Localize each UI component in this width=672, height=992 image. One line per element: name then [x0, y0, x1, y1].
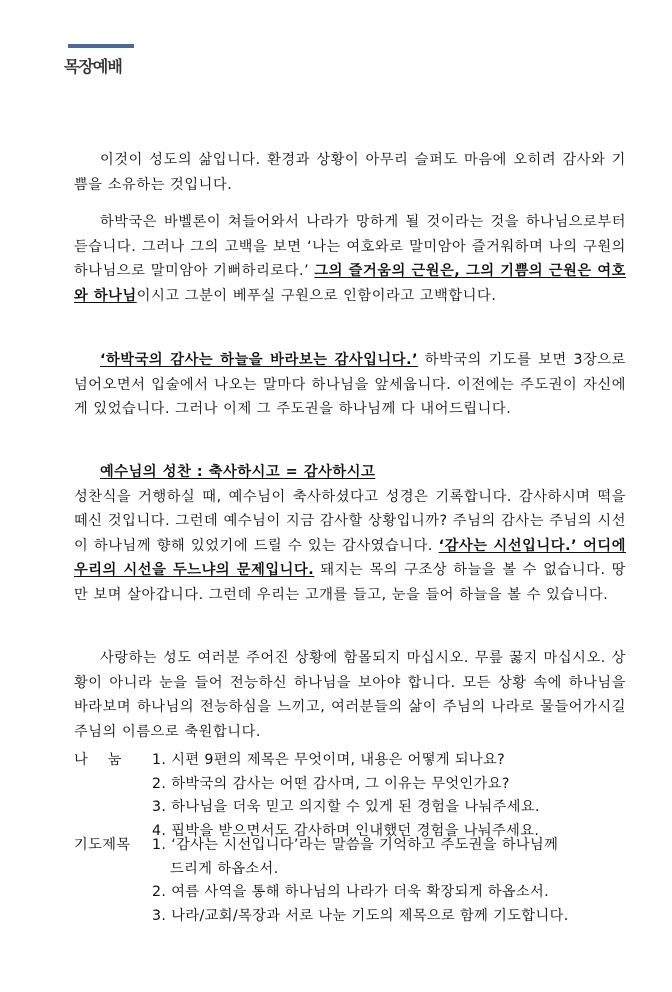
prayer-item: 1. ‘감사는 시선입니다’라는 말씀을 기억하고 주도권을 하나님께	[152, 837, 559, 853]
prayer-item: 2. 여름 사역을 통해 하나님의 나라가 더욱 확장되게 하옵소서.	[152, 884, 550, 900]
text-run: 이시고 그분이 베푸실 구원으로 인함이라고 고백합니다.	[136, 287, 497, 304]
prayer-item: 3. 나라/교회/목장과 서로 나눈 기도의 제목으로 함께 기도합니다.	[152, 907, 569, 924]
paragraph-communion	[74, 460, 626, 607]
paragraph-life-of-saints: 이것이 성도의 삶입니다. 환경과 상황이 아무리 슬퍼도 마음에 오히려 감사와 기쁨을 소유하는 것입니다.	[74, 152, 626, 193]
text-run: 하박국의 기도를 보면 3장으로 넘어오면서 입술에서 나오는 말마다 하나님을 앞세웁니다. 이전에는 주도권이 자신에게 있었습니다. 그러나 이제 그 주도권을 하나님께 다 내어드립니다.	[74, 352, 626, 417]
prayer-label: 기도제목	[74, 837, 131, 853]
paragraph-habakkuk-thanks	[74, 348, 626, 422]
sharing-question: 3. 하나님을 더욱 믿고 의지할 수 있게 된 경험을 나눠주세요.	[152, 799, 540, 815]
emphasis-source-of-joy: 그의 즐거움의 근원은, 그의 기쁨의 근원은 여호와 하나님	[74, 263, 626, 304]
prayer-list	[152, 834, 632, 928]
text-run: 돼지는 목의 구조상 하늘을 볼 수 없습니다. 땅만 보며 살아갑니다. 그런데 우리는 고개를 들고, 눈을 들어 하늘을 볼 수 있습니다.	[74, 562, 627, 603]
paragraph-blessing: 사랑하는 성도 여러분 주어진 상황에 함몰되지 마십시오. 무릎 꿇지 마십시오. 상황이 아니라 눈을 들어 전능하신 하나님을 보아야 합니다. 모든 상황 속에 하나님을 바라보며 하나님의 전능하심을 느끼고, 여러분들의 삶이 주님의 나라로 물들어가시길 주님의 이름으로 축원합니다.	[74, 650, 626, 740]
subheading-communion: 예수님의 성찬 : 축사하시고 = 감사하시고	[100, 464, 376, 480]
header-accent-bar	[68, 44, 134, 48]
sharing-list	[152, 749, 632, 843]
text-run: 하박국은 바벨론이 쳐들어와서 나라가 망하게 될 것이라는 것을 하나님으로부터 듣습니다. 그러나 그의 고백을 보면 ‘나는 여호와로 말미암아 즐거워하며 나의 구원의 하나님으로 말미암아 기뻐하리로다.’	[74, 214, 626, 279]
sharing-question: 4. 핍박을 받으면서도 감사하며 인내했던 경험을 나눠주세요.	[152, 822, 540, 839]
paragraph-habakkuk-confession	[74, 210, 626, 308]
emphasis-thanks-is-gaze: ‘감사는 시선입니다.’ 어디에 우리의 시선을 두느냐의 문제입니다.	[74, 537, 627, 578]
prayer-item-continued: 드리게 하옵소서.	[170, 860, 279, 877]
section-title: 목장예배	[64, 57, 122, 76]
sharing-question: 2. 하박국의 감사는 어떤 감사며, 그 이유는 무엇인가요?	[152, 775, 510, 792]
prayer-section	[74, 834, 634, 934]
emphasis-looking-to-heaven: ‘하박국의 감사는 하늘을 바라보는 감사입니다.’	[100, 352, 419, 368]
sharing-label: 나 눔	[74, 752, 122, 768]
sharing-question: 1. 시편 9편의 제목은 무엇이며, 내용은 어떻게 되나요?	[152, 752, 506, 768]
text-run: 성찬식을 거행하실 때, 예수님이 축사하셨다고 성경은 기록합니다. 감사하시며 떡을 떼신 것입니다. 그런데 예수님이 지금 감사할 상황입니까? 주님의 감사는 주님의 시선이 하나님께 향해 있었기에 드릴 수 있는 감사였습니다.	[74, 488, 626, 554]
